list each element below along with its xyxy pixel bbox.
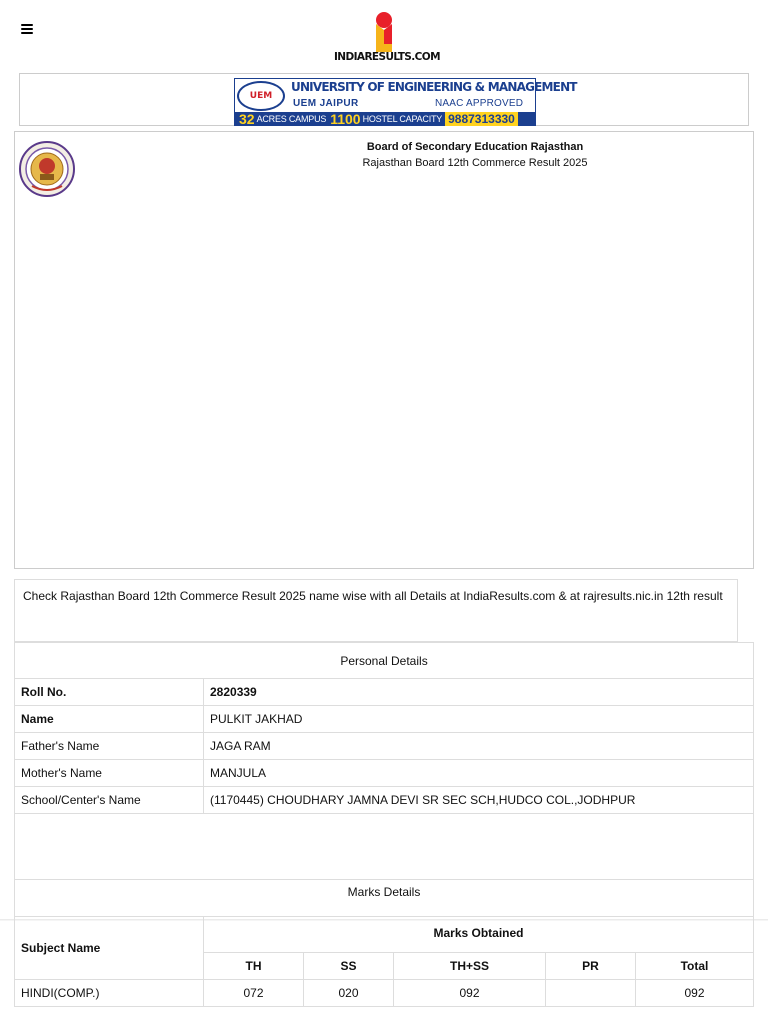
column-header-th: TH <box>204 953 304 980</box>
ad-bottom-strip <box>235 112 535 126</box>
ad-banner[interactable] <box>234 78 577 127</box>
table-row <box>15 706 754 733</box>
ad-campus: UEM JAIPUR <box>293 98 359 109</box>
spacer-cell <box>15 814 754 880</box>
column-header-ss: SS <box>304 953 394 980</box>
advertisement-box <box>19 73 749 126</box>
site-logo[interactable] <box>334 10 440 66</box>
table-row <box>15 679 754 706</box>
table-row <box>15 980 754 1007</box>
logo-mark-icon <box>370 10 400 52</box>
mark-total: 092 <box>636 980 754 1007</box>
table-row <box>15 733 754 760</box>
mark-th-ss: 092 <box>394 980 546 1007</box>
ad-acres-text: ACRES CAMPUS <box>256 114 327 124</box>
hamburger-menu-icon[interactable] <box>21 24 33 34</box>
column-header-total: Total <box>636 953 754 980</box>
table-row <box>15 760 754 787</box>
board-name: Board of Secondary Education Rajasthan <box>366 141 584 153</box>
board-seal-icon <box>18 140 76 198</box>
row-label: School/Center's Name <box>15 787 204 814</box>
info-text: Check Rajasthan Board 12th Commerce Result 2025 name wise with all Details at IndiaResults.com & at rajresults.nic.in 12th result <box>14 579 738 642</box>
row-value: PULKIT JAKHAD <box>204 706 754 733</box>
column-header-pr: PR <box>546 953 636 980</box>
board-header-box <box>14 131 754 569</box>
ad-phone: 9887313330 <box>445 112 518 126</box>
ad-title: UNIVERSITY OF ENGINEERING & MANAGEMENT <box>291 80 577 94</box>
personal-details-heading: Personal Details <box>15 643 754 679</box>
row-label: Name <box>15 706 204 733</box>
column-header-th-ss: TH+SS <box>394 953 546 980</box>
subject-name-header: Subject Name <box>15 917 204 980</box>
row-value: 2820339 <box>204 679 754 706</box>
uem-logo-icon <box>237 81 285 111</box>
mark-th: 072 <box>204 980 304 1007</box>
uem-logo-text: UEM <box>249 91 273 101</box>
mark-ss: 020 <box>304 980 394 1007</box>
row-value: MANJULA <box>204 760 754 787</box>
logo-text: INDIARESULTS.COM <box>334 51 440 63</box>
row-label: Roll No. <box>15 679 204 706</box>
result-subtitle: Rajasthan Board 12th Commerce Result 2025 <box>362 157 588 169</box>
personal-details-table <box>14 642 754 880</box>
ad-top <box>235 79 577 113</box>
ad-hostel-text: HOSTEL CAPACITY <box>362 114 443 124</box>
ad-acres-number: 32 <box>239 111 255 127</box>
spacer-row <box>15 814 754 880</box>
marks-details-heading: Marks Details <box>14 879 754 916</box>
table-row <box>15 787 754 814</box>
row-label: Father's Name <box>15 733 204 760</box>
ad-hostel-number: 1100 <box>330 111 361 127</box>
mark-pr <box>546 980 636 1007</box>
subject-name: HINDI(COMP.) <box>15 980 204 1007</box>
marks-details-table <box>14 916 754 1007</box>
marks-obtained-header: Marks Obtained <box>204 917 754 953</box>
row-label: Mother's Name <box>15 760 204 787</box>
ad-naac: NAAC APPROVED <box>435 98 524 109</box>
row-value: JAGA RAM <box>204 733 754 760</box>
row-value: (1170445) CHOUDHARY JAMNA DEVI SR SEC SCH,HUDCO COL.,JODHPUR <box>204 787 754 814</box>
top-bar <box>0 0 768 68</box>
